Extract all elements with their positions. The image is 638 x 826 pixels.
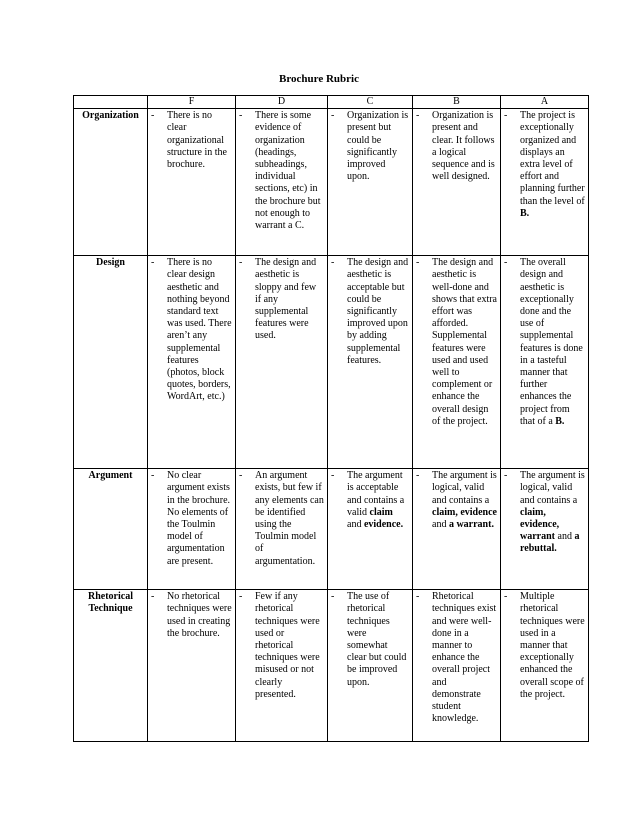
bold-term: a warrant.: [448, 519, 494, 531]
document-title: Brochure Rubric: [279, 73, 359, 85]
grade-cell-d: [236, 109, 328, 256]
bullet-dash: -: [151, 470, 155, 482]
cell-description: [432, 110, 497, 183]
cell-description: [347, 110, 409, 183]
text-run: No rhetorical techniques were used in creating the brochure.: [167, 591, 232, 639]
criterion-label: Design: [74, 256, 148, 469]
grade-cell-f: [148, 590, 236, 742]
cell-description: [432, 591, 497, 725]
grade-cell-d: [236, 469, 328, 590]
criterion-label: Organization: [74, 109, 148, 256]
bullet-dash: -: [416, 470, 420, 482]
bullet-dash: -: [504, 591, 508, 603]
grade-cell-a: [501, 590, 589, 742]
cell-description: [520, 257, 585, 428]
header-row: [74, 96, 589, 109]
cell-description: [255, 470, 324, 568]
criterion-label: Rhetorical Technique: [74, 590, 148, 742]
grade-cell-f: [148, 256, 236, 469]
cell-description: [520, 110, 585, 220]
grade-cell-b: [413, 256, 501, 469]
rubric-row: [74, 590, 589, 742]
bullet-dash: -: [331, 591, 335, 603]
grade-cell-d: [236, 256, 328, 469]
bold-term: B.: [520, 207, 530, 219]
text-run: The argument is acceptable and contains a valid: [347, 470, 405, 518]
grade-cell-f: [148, 109, 236, 256]
rubric-row: [74, 109, 589, 256]
text-run: Organization is present and clear. It follows a logical sequence and is well designed.: [432, 110, 495, 183]
cell-description: [347, 257, 409, 367]
cell-description: [167, 470, 232, 568]
grade-cell-c: [328, 109, 413, 256]
header-grade-c: C: [328, 96, 413, 109]
text-run: Multiple rhetorical techniques were used in a manner that exceptionally enhanced the overall scope of the project.: [520, 591, 585, 700]
cell-description: [432, 257, 497, 428]
grade-cell-b: [413, 469, 501, 590]
text-run: The project is exceptionally organized and displays an extra level of effort and planning further than the level of: [520, 110, 585, 207]
grade-cell-a: [501, 109, 589, 256]
bold-term: evidence.: [363, 519, 404, 531]
bullet-dash: -: [416, 257, 420, 269]
bullet-dash: -: [331, 110, 335, 122]
header-grade-a: A: [501, 96, 589, 109]
bold-term: claim, evidence, warrant: [520, 506, 560, 543]
cell-description: [167, 591, 232, 640]
cell-description: [347, 591, 409, 689]
cell-description: [255, 110, 324, 232]
header-grade-f: F: [148, 96, 236, 109]
text-run: The overall design and aesthetic is exceptionally done and the use of supplemental features is done in a tasteful manner that further enhances the project from that of a: [520, 257, 583, 427]
grade-cell-d: [236, 590, 328, 742]
bold-term: B.: [555, 415, 565, 427]
header-grade-d: D: [236, 96, 328, 109]
text-run: There is no clear design aesthetic and nothing beyond standard text was used. There aren’t any supplemental features (photos, block quotes, borders, WordArt, etc.): [167, 257, 232, 403]
rubric-table: [73, 95, 589, 742]
criterion-label: Argument: [74, 469, 148, 590]
bullet-dash: -: [239, 470, 243, 482]
cell-description: [167, 110, 232, 171]
cell-description: [255, 591, 324, 701]
grade-cell-c: [328, 590, 413, 742]
grade-cell-a: [501, 256, 589, 469]
text-run: The design and aesthetic is sloppy and few if any supplemental features were used.: [255, 257, 317, 342]
cell-description: [432, 470, 497, 531]
bold-term: claim: [369, 506, 393, 518]
bullet-dash: -: [239, 257, 243, 269]
bullet-dash: -: [504, 110, 508, 122]
text-run: The argument is logical, valid and contains a: [432, 470, 497, 506]
text-run: Rhetorical techniques exist and were well-done in a manner to enhance the overall project and demonstrate student knowledge.: [432, 591, 497, 725]
text-run: The use of rhetorical techniques were somewhat clear but could be improved upon.: [347, 591, 407, 688]
bullet-dash: -: [151, 110, 155, 122]
cell-description: [520, 591, 585, 701]
text-run: Organization is present but could be significantly improved upon.: [347, 110, 409, 183]
bullet-dash: -: [151, 591, 155, 603]
bullet-dash: -: [331, 257, 335, 269]
text-run: There is no clear organizational structure in the brochure.: [167, 110, 227, 171]
cell-description: [167, 257, 232, 403]
header-grade-b: B: [413, 96, 501, 109]
text-run: and: [555, 531, 575, 543]
text-run: The argument is logical, valid and contains a: [520, 470, 585, 506]
header-corner: [74, 96, 148, 109]
bullet-dash: -: [416, 591, 420, 603]
bullet-dash: -: [239, 591, 243, 603]
bullet-dash: -: [331, 470, 335, 482]
grade-cell-b: [413, 590, 501, 742]
text-run: There is some evidence of organization (headings, subheadings, individual sections, etc) in the brochure but not enough to warrant a C.: [255, 110, 321, 232]
cell-description: [520, 470, 585, 555]
cell-description: [347, 470, 409, 531]
grade-cell-c: [328, 469, 413, 590]
bullet-dash: -: [239, 110, 243, 122]
grade-cell-f: [148, 469, 236, 590]
bold-term: a rebuttal.: [520, 531, 580, 555]
grade-cell-b: [413, 109, 501, 256]
text-run: and: [432, 519, 449, 531]
bullet-dash: -: [504, 257, 508, 269]
grade-cell-a: [501, 469, 589, 590]
text-run: The design and aesthetic is acceptable but could be significantly improved upon by adding supplemental features.: [347, 257, 409, 366]
bullet-dash: -: [151, 257, 155, 269]
text-run: An argument exists, but few if any elements can be identified using the Toulmin model of argumentation.: [255, 470, 324, 567]
text-run: The design and aesthetic is well-done and shows that extra effort was afforded. Supplemental features were used and used well to complement or enhance the overall design of the project.: [432, 257, 497, 427]
rubric-row: [74, 256, 589, 469]
text-run: Few if any rhetorical techniques were used or rhetorical techniques were misused or not clearly presented.: [255, 591, 320, 700]
text-run: No clear argument exists in the brochure. No elements of the Toulmin model of argumentation are present.: [167, 470, 231, 567]
cell-description: [255, 257, 324, 342]
bullet-dash: -: [416, 110, 420, 122]
bullet-dash: -: [504, 470, 508, 482]
text-run: and: [347, 519, 364, 531]
grade-cell-c: [328, 256, 413, 469]
bold-term: claim, evidence: [432, 506, 497, 518]
rubric-row: [74, 469, 589, 590]
